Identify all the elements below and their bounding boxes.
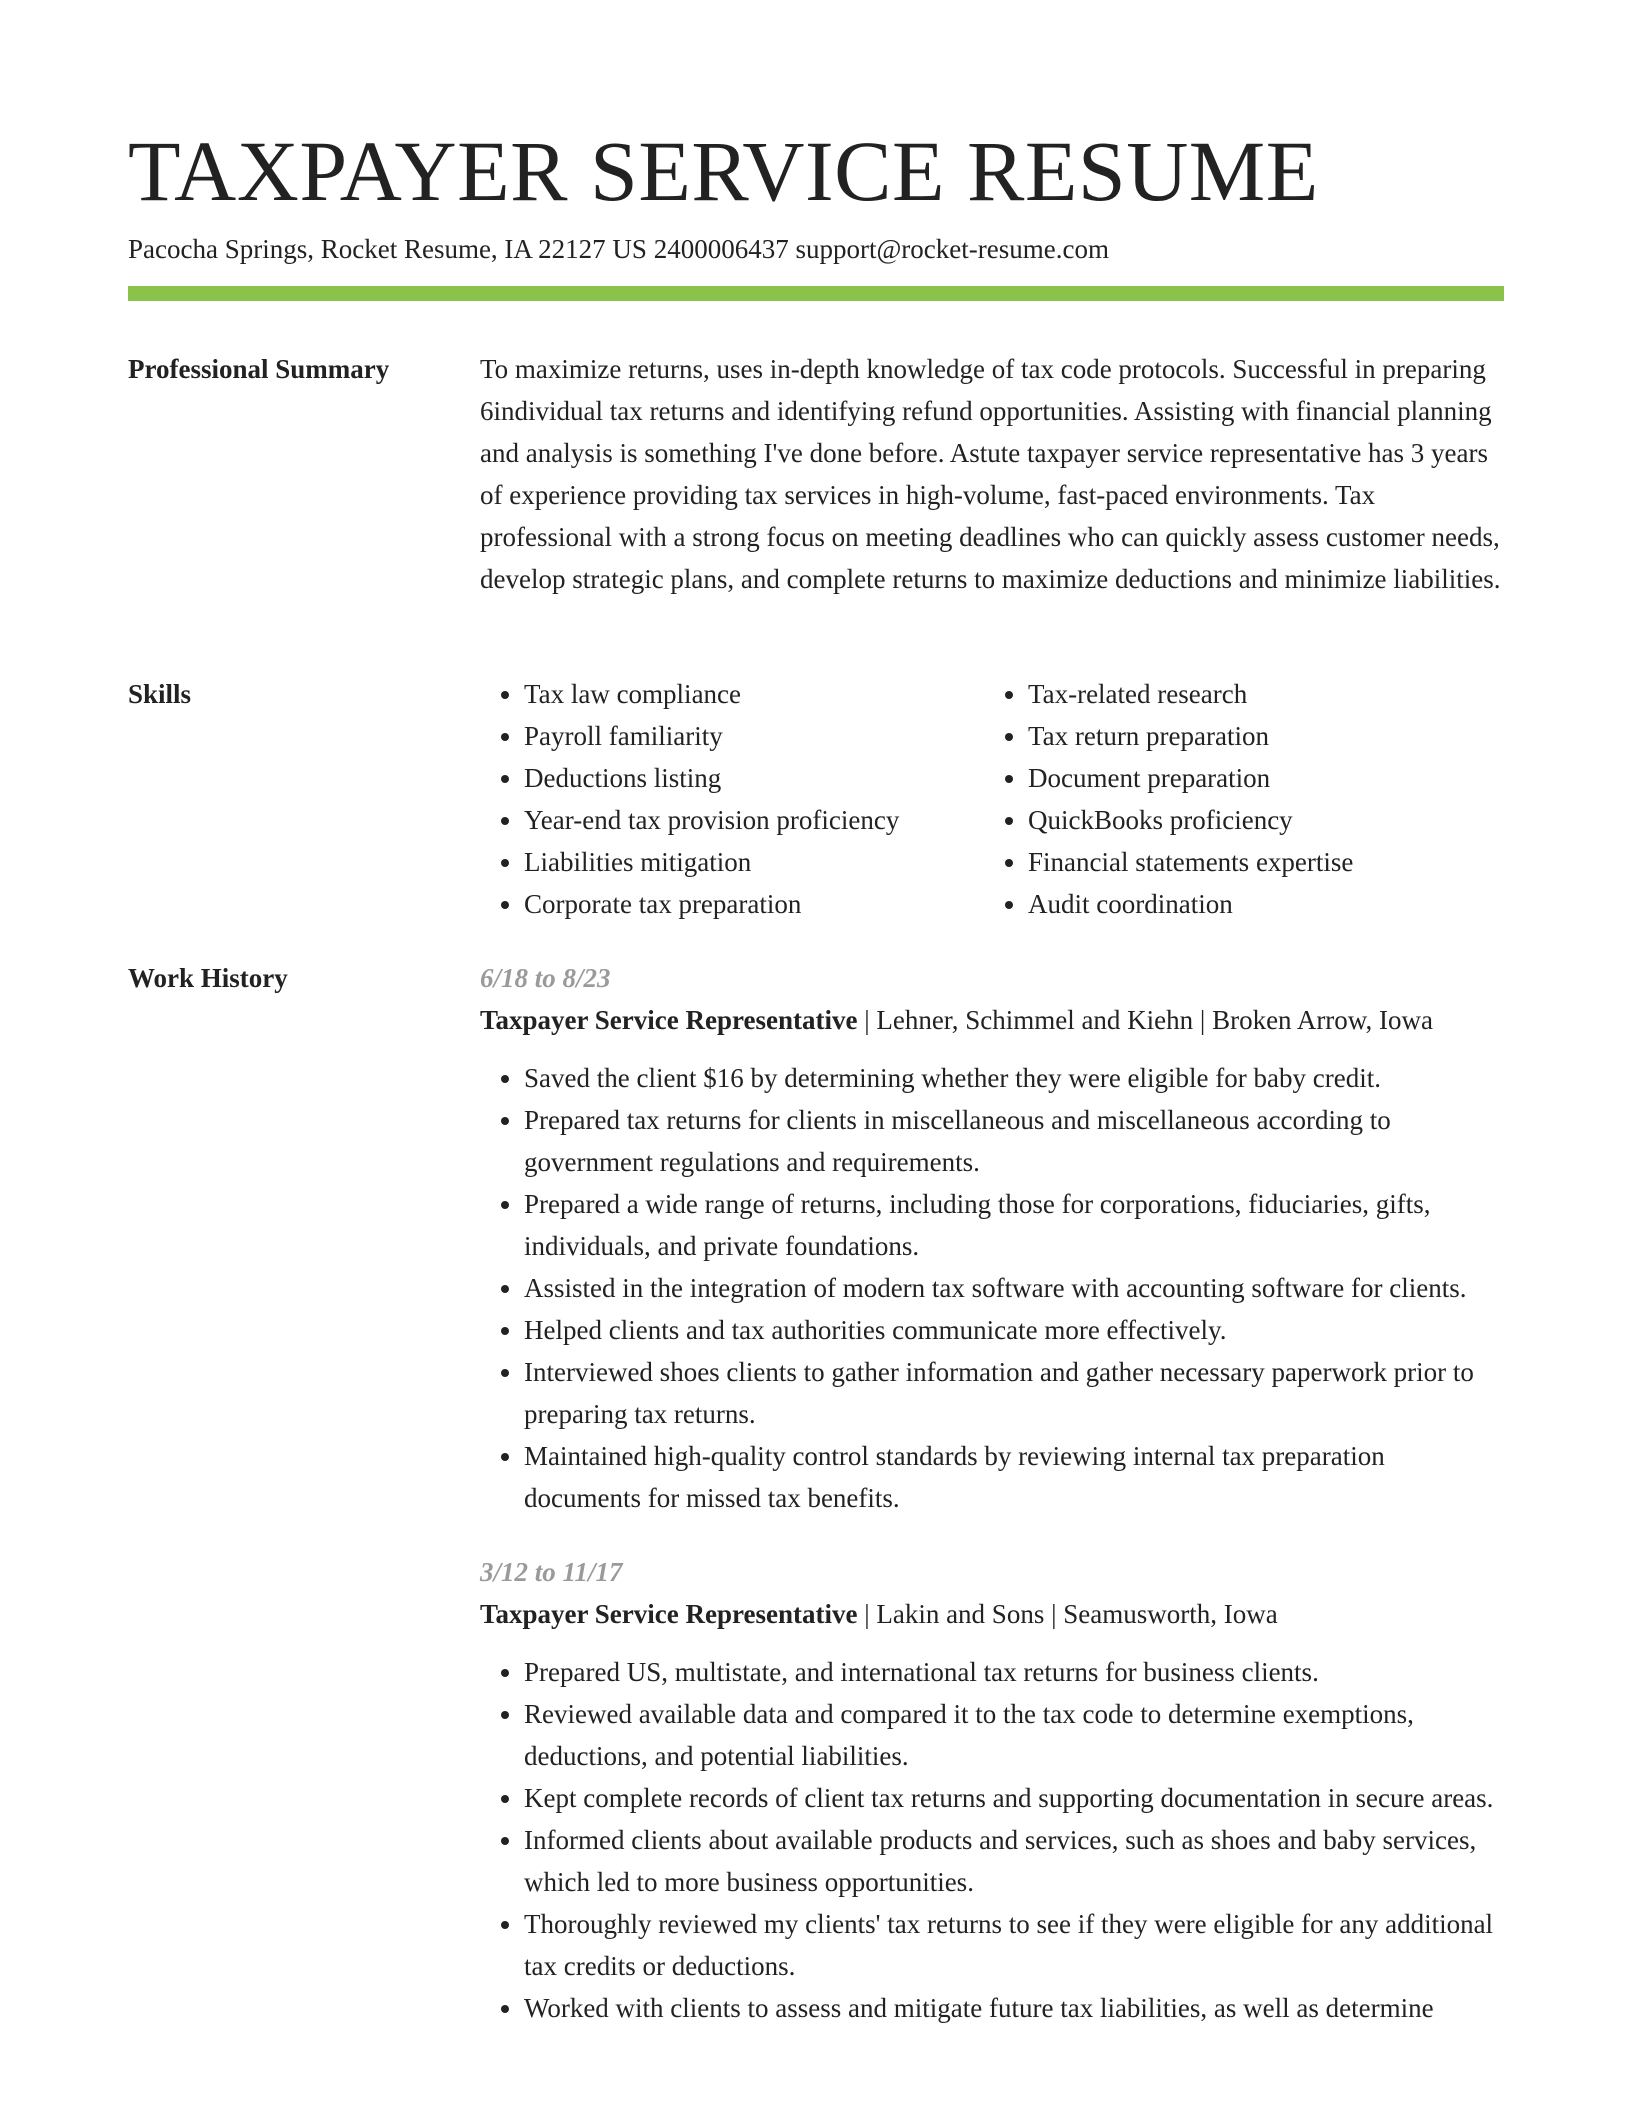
skills-heading: Skills	[128, 679, 192, 709]
job-title: Taxpayer Service Representative	[480, 1005, 858, 1035]
job-bullet: • Saved the client $16 by determining whether they were eligible for baby credit.	[524, 1057, 1504, 1099]
job-title: Taxpayer Service Representative	[480, 1599, 858, 1629]
skill-item: • QuickBooks proficiency	[1028, 799, 1488, 841]
work-history-heading: Work History	[128, 963, 288, 993]
job-employer-location: | Lakin and Sons | Seamusworth, Iowa	[857, 1599, 1278, 1629]
job-bullet: • Thoroughly reviewed my clients' tax returns to see if they were eligible for any additional tax credits or deductions.	[524, 1903, 1504, 1987]
contact-line: Pacocha Springs, Rocket Resume, IA 22127 US 2400006437 support@rocket-resume.com	[128, 234, 1109, 264]
skill-item: • Liabilities mitigation	[524, 841, 984, 883]
job-heading	[480, 1593, 1504, 1635]
job-heading	[480, 999, 1504, 1041]
job-bullet-list	[480, 1651, 1504, 2029]
skill-item: • Financial statements expertise	[1028, 841, 1488, 883]
job-entry	[480, 1551, 1504, 2029]
job-dates: 3/12 to 11/17	[480, 1557, 623, 1587]
job-bullet: • Assisted in the integration of modern tax software with accounting software for clients.	[524, 1267, 1504, 1309]
job-bullet: • Informed clients about available products and services, such as shoes and baby services, which led to more business opportunities.	[524, 1819, 1504, 1903]
job-employer-location: | Lehner, Schimmel and Kiehn | Broken Arrow, Iowa	[857, 1005, 1434, 1035]
job-bullet: • Interviewed shoes clients to gather information and gather necessary paperwork prior to preparing tax returns.	[524, 1351, 1504, 1435]
job-bullet: • Prepared tax returns for clients in miscellaneous and miscellaneous according to government regulations and requirements.	[524, 1099, 1504, 1183]
summary-text: To maximize returns, uses in-depth knowledge of tax code protocols. Successful in preparing 6individual tax returns and identifying refund opportunities. Assisting with financial planning and analysis is something I've done before. Astute taxpayer service representative has 3 years of experience providing tax services in high-volume, fast-paced environments. Tax professional with a strong focus on meeting deadlines who can quickly assess customer needs, develop strategic plans, and complete returns to maximize deductions and minimize liabilities.	[480, 354, 1501, 594]
skill-item: • Deductions listing	[524, 757, 984, 799]
skill-item: • Tax law compliance	[524, 673, 984, 715]
skill-item: • Payroll familiarity	[524, 715, 984, 757]
resume-title: TAXPAYER SERVICE RESUME	[128, 123, 1319, 219]
job-bullet: • Helped clients and tax authorities communicate more effectively.	[524, 1309, 1504, 1351]
job-bullet: • Worked with clients to assess and mitigate future tax liabilities, as well as determine	[524, 1987, 1504, 2029]
job-bullet: • Prepared US, multistate, and international tax returns for business clients.	[524, 1651, 1504, 1693]
job-entry	[480, 957, 1504, 1519]
skill-item: • Tax return preparation	[1028, 715, 1488, 757]
job-dates: 6/18 to 8/23	[480, 963, 611, 993]
skill-item: • Document preparation	[1028, 757, 1488, 799]
skill-item: • Year-end tax provision proficiency	[524, 799, 984, 841]
job-bullet-list	[480, 1057, 1504, 1519]
skills-list-left	[480, 673, 984, 925]
skill-item: • Corporate tax preparation	[524, 883, 984, 925]
skill-item: • Audit coordination	[1028, 883, 1488, 925]
job-bullet: • Maintained high-quality control standards by reviewing internal tax preparation documents for missed tax benefits.	[524, 1435, 1504, 1519]
skills-list-right	[984, 673, 1488, 925]
summary-heading: Professional Summary	[128, 354, 390, 384]
job-bullet: • Reviewed available data and compared it to the tax code to determine exemptions, deductions, and potential liabilities.	[524, 1693, 1504, 1777]
skill-item: • Tax-related research	[1028, 673, 1488, 715]
job-bullet: • Kept complete records of client tax returns and supporting documentation in secure areas.	[524, 1777, 1504, 1819]
accent-divider	[128, 286, 1504, 301]
job-bullet: • Prepared a wide range of returns, including those for corporations, fiduciaries, gifts, individuals, and private foundations.	[524, 1183, 1504, 1267]
